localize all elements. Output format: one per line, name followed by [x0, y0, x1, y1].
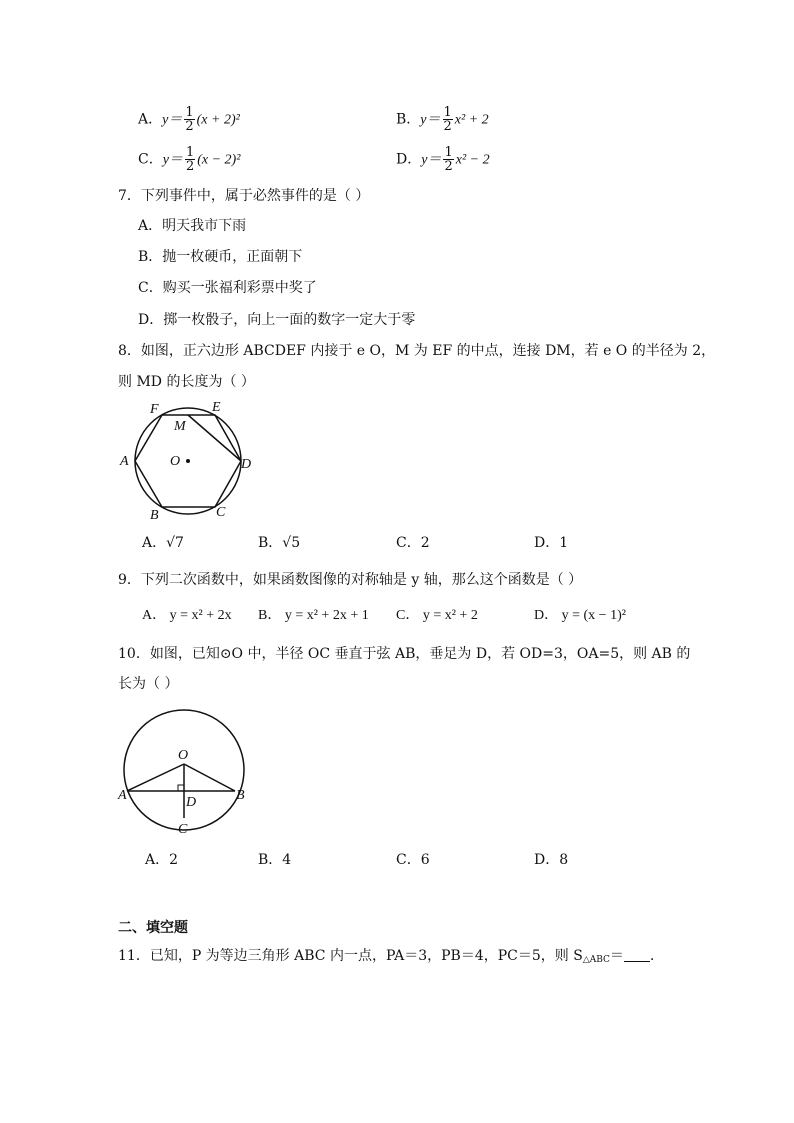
equation-lhs: y＝	[162, 152, 183, 168]
right-angle-mark	[178, 785, 184, 791]
q10-option-c: C．6	[396, 852, 430, 868]
answer-blank[interactable]	[624, 947, 650, 962]
equation-rest: (x + 2)²	[196, 112, 240, 128]
q11-subscript: △ABC	[582, 955, 610, 965]
q11-period: .	[649, 948, 655, 964]
equation-rest: x² + 2	[454, 112, 489, 128]
q9-stem: 9．下列二次函数中，如果函数图像的对称轴是 y 轴，那么这个函数是（ ）	[118, 572, 583, 588]
option-letter: B．	[396, 111, 421, 128]
equation-rest: x² − 2	[455, 152, 490, 168]
circle-chord-figure	[112, 700, 252, 842]
label-a: A	[118, 788, 127, 803]
q11-stem-text: 11．已知，P 为等边三角形 ABC 内一点，PA＝3，PB＝4，PC＝5，则 S	[118, 948, 583, 964]
q7-option-b: B．抛一枚硬币，正面朝下	[138, 249, 303, 265]
label-e: E	[212, 400, 221, 415]
q6-option-a	[138, 106, 240, 133]
equation-lhs: y＝	[162, 112, 183, 128]
q11-stem	[118, 946, 654, 970]
equation-rest: (x − 2)²	[197, 152, 241, 168]
equation-lhs: y＝	[421, 152, 442, 168]
segment-oa	[127, 764, 184, 791]
section-title: 二、填空题	[118, 920, 188, 936]
q10-option-d: D．8	[534, 852, 569, 868]
q7-stem: 7．下列事件中，属于必然事件的是（ ）	[118, 188, 370, 204]
label-c: C	[178, 822, 188, 837]
q9-option-b: B． y = x² + 2x + 1	[258, 608, 369, 623]
option-letter: C．	[138, 151, 163, 168]
fraction: $\frac{1}{2}$	[185, 145, 195, 174]
label-b: B	[150, 508, 159, 523]
option-letter: A．	[138, 111, 163, 128]
q7-option-c: C．购买一张福利彩票中奖了	[138, 280, 317, 296]
q10-stem-line2: 长为（ ）	[118, 676, 179, 692]
label-m: M	[174, 419, 186, 434]
q11-equals: ＝	[609, 948, 624, 964]
q10-stem-line1: 10．如图，已知⊙O 中，半径 OC 垂直于弦 AB，垂足为 D，若 OD=3，OA=5，则 AB 的	[118, 646, 691, 662]
q6-option-c	[138, 146, 240, 173]
q6-option-b	[396, 106, 489, 133]
label-o: O	[170, 454, 181, 469]
q9-option-d: D． y = (x − 1)²	[534, 608, 626, 623]
label-c: C	[216, 505, 226, 520]
q7-option-d: D．掷一枚骰子，向上一面的数字一定大于零	[138, 312, 416, 328]
label-f: F	[150, 402, 159, 417]
q7-option-a: A．明天我市下雨	[138, 218, 247, 234]
segment-md	[188, 415, 241, 461]
q8-option-a: A．√7	[142, 535, 184, 551]
segment-ob	[184, 764, 235, 791]
q8-option-b: B．√5	[258, 535, 301, 551]
label-d: D	[241, 457, 252, 472]
equation-lhs: y＝	[420, 112, 441, 128]
fraction: $\frac{1}{2}$	[185, 105, 194, 134]
label-b: B	[236, 788, 245, 803]
q9-option-c: C． y = x² + 2	[396, 608, 478, 623]
q10-option-b: B．4	[258, 852, 292, 868]
label-o: O	[178, 748, 189, 763]
q8-option-d: D．1	[534, 535, 569, 551]
q9-option-a: A． y = x² + 2x	[142, 608, 232, 623]
label-a: A	[120, 454, 129, 469]
option-letter: D．	[396, 151, 422, 168]
label-d: D	[186, 795, 197, 810]
q8-option-c: C．2	[396, 535, 430, 551]
fraction: $\frac{1}{2}$	[444, 145, 453, 174]
hexagon-figure	[112, 395, 262, 525]
fraction: $\frac{1}{2}$	[443, 105, 452, 134]
q10-option-a: A．2	[145, 852, 179, 868]
q6-option-d	[396, 146, 490, 173]
center-dot	[186, 459, 190, 463]
q8-stem-line2: 则 MD 的长度为（ ）	[118, 374, 255, 390]
q8-stem-line1: 8．如图，正六边形 ABCDEF 内接于 e O，M 为 EF 的中点，连接 DM，若 e O 的半径为 2，	[118, 343, 716, 359]
